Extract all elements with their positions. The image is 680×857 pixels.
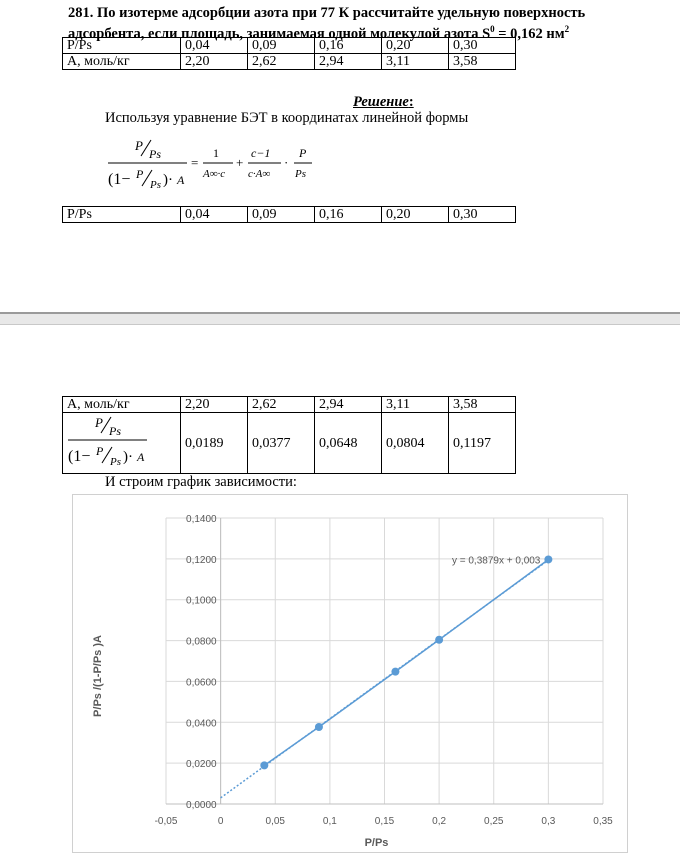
- formula-num-ps: Ps: [149, 147, 161, 161]
- table-row: [63, 38, 516, 54]
- table-cell: 0,20: [382, 207, 449, 223]
- data-point: [391, 668, 399, 676]
- bet-table: [62, 396, 516, 474]
- y-tick-label: 0,1200: [186, 554, 217, 566]
- row-formula-den-a: A: [137, 450, 145, 464]
- row-label: P/Ps: [63, 207, 181, 223]
- y-tick-label: 0,0000: [186, 800, 217, 811]
- bet-formula-svg: [105, 138, 335, 196]
- formula-den-open: (1−: [108, 171, 131, 188]
- row-label: A, моль/кг: [63, 397, 181, 413]
- problem-line-2: адсорбента, если площадь, занимаемая одной молекулой азота S: [68, 25, 491, 42]
- table-cell: 0,0377: [248, 413, 315, 474]
- isotherm-table: [62, 37, 516, 70]
- formula-den-close: )·: [163, 172, 173, 188]
- table-cell: 0,16: [315, 207, 382, 223]
- table-cell: 2,62: [248, 397, 315, 413]
- x-tick-label: -0,05: [154, 816, 178, 827]
- table-cell: 2,94: [315, 397, 382, 413]
- solution-colon: :: [408, 94, 414, 110]
- formula-dot: ·: [284, 155, 289, 170]
- x-tick-label: 0,05: [265, 816, 285, 827]
- row-formula-num-p: P: [95, 415, 103, 430]
- formula-den-p: P: [136, 167, 144, 181]
- problem-line-2-end: = 0,162 нм: [494, 25, 565, 42]
- table-cell: 0,0648: [315, 413, 382, 474]
- table-cell: 2,94: [315, 54, 382, 70]
- bet-formula: [105, 138, 335, 201]
- table-cell: 0,09: [248, 38, 315, 54]
- data-point: [435, 636, 443, 644]
- y-tick-label: 0,0600: [186, 677, 217, 689]
- table-cell: 3,58: [449, 397, 516, 413]
- table-row: [63, 397, 516, 413]
- table-cell: 2,20: [181, 397, 248, 413]
- x-tick-label: 0,3: [541, 816, 556, 827]
- problem-line-1: По изотерме адсорбции азота при 77 К рассчитайте удельную поверхность: [93, 5, 586, 21]
- table-cell: 3,11: [382, 54, 449, 70]
- s-superscript: 0: [490, 24, 495, 34]
- y-tick-label: 0,0800: [186, 636, 217, 648]
- y-tick-label: 0,0400: [186, 718, 217, 730]
- x-tick-label: 0,1: [322, 816, 337, 827]
- solution-heading: [353, 94, 414, 111]
- x-tick-label: 0,25: [484, 816, 504, 827]
- formula-num-p: P: [135, 138, 143, 153]
- formula-plus: +: [236, 155, 244, 170]
- row-formula-den-close: )·: [123, 449, 133, 465]
- table-cell: 3,58: [449, 54, 516, 70]
- formula-t3-num: P: [299, 146, 307, 160]
- bet-chart-svg: [73, 495, 627, 852]
- table-cell: 0,09: [248, 207, 315, 223]
- table-cell: 0,0189: [181, 413, 248, 474]
- table-cell: 2,20: [181, 54, 248, 70]
- table-cell: 0,1197: [449, 413, 516, 474]
- x-tick-label: 0: [217, 816, 224, 827]
- x-tick-label: 0,15: [374, 816, 395, 827]
- problem-number: 281.: [68, 5, 94, 21]
- data-point: [315, 723, 323, 731]
- table-cell: 0,04: [181, 38, 248, 54]
- y-tick-label: 0,1400: [186, 514, 217, 525]
- formula-equals: =: [191, 155, 199, 170]
- table-cell: 0,16: [315, 38, 382, 54]
- table-cell: 2,62: [248, 54, 315, 70]
- table-cell: 0,30: [449, 38, 516, 54]
- row-formula-den-p: P: [96, 444, 104, 458]
- bet-row-formula-svg: [65, 413, 175, 469]
- formula-t3-den: Ps: [295, 168, 306, 180]
- page-break: [0, 312, 680, 325]
- formula-t1-den: A∞·c: [203, 168, 226, 180]
- y-tick-label: 0,1000: [186, 595, 217, 607]
- data-point: [544, 555, 552, 563]
- formula-t1-num: 1: [213, 146, 219, 160]
- formula-t2-den: c·A∞: [248, 168, 271, 180]
- bet-chart: [72, 494, 628, 853]
- formula-t2-num: c−1: [251, 146, 271, 160]
- x-axis-title: P/Ps: [364, 837, 389, 849]
- pressure-table: [62, 206, 516, 223]
- solution-intro: Используя уравнение БЭТ в координатах линейной формы: [105, 110, 469, 126]
- solution-heading-text: Решение: [353, 94, 409, 110]
- table-row: [63, 413, 516, 474]
- row-label: P/Ps: [63, 38, 181, 54]
- formula-den-ps: Ps: [150, 179, 161, 191]
- row-formula-den-ps: Ps: [110, 456, 121, 468]
- table-row: [63, 54, 516, 70]
- table-cell: 0,0804: [382, 413, 449, 474]
- y-axis-title: P/Ps /(1-P/Ps )A: [92, 635, 104, 717]
- x-tick-label: 0,2: [432, 816, 447, 827]
- row-label: A, моль/кг: [63, 54, 181, 70]
- row-formula-den-open: (1−: [68, 448, 91, 465]
- unit-superscript: 2: [564, 24, 570, 34]
- table-cell: 0,30: [449, 207, 516, 223]
- table-row: [63, 207, 516, 223]
- x-tick-label: 0,35: [593, 816, 613, 827]
- formula-den-a: A: [177, 173, 185, 187]
- data-point: [260, 761, 268, 769]
- row-formula-num-ps: Ps: [109, 424, 121, 438]
- table-cell: 0,04: [181, 207, 248, 223]
- y-tick-label: 0,0200: [186, 759, 217, 771]
- chart-caption: И строим график зависимости:: [105, 474, 297, 490]
- trendline-equation: y = 0,3879x + 0,003: [451, 555, 541, 567]
- table-cell: 3,11: [382, 397, 449, 413]
- table-cell: 0,20: [382, 38, 449, 54]
- row-label-formula: [63, 413, 181, 474]
